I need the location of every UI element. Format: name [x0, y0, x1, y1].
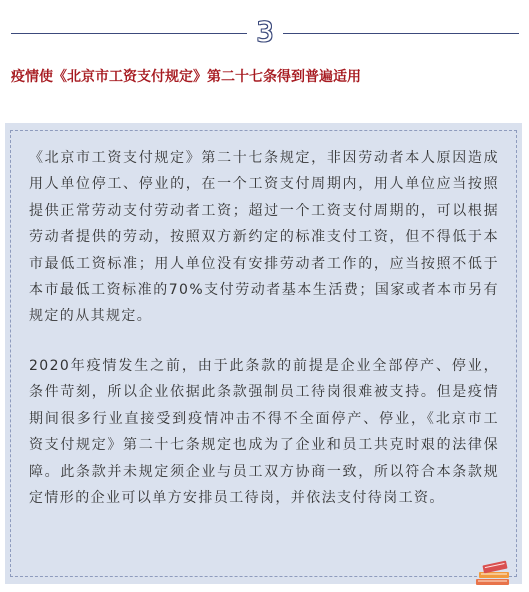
header-divider-right	[283, 33, 519, 34]
header-divider-left	[11, 33, 247, 34]
content-card	[5, 123, 522, 584]
section-title: 疫情使《北京市工资支付规定》第二十七条得到普遍适用	[11, 69, 361, 85]
content-paragraph-2: 2020年疫情发生之前，由于此条款的前提是企业全部停产、停业，条件苛刻，所以企业依据此条款强制员工待岗很难被支持。但是疫情期间很多行业直接受到疫情冲击不得不全面停产、停业，《北京市工资支付规定》第二十七条规定也成为了企业和员工共克时艰的法律保障。此条款并未规定须企业与员工双方协商一致，所以符合本条款规定情形的企业可以单方安排员工待岗，并依法支付待岗工资。	[29, 358, 499, 507]
section-header	[0, 14, 529, 54]
book-stack-icon	[473, 559, 513, 587]
section-number: 3	[256, 17, 274, 48]
content-paragraph-1: 《北京市工资支付规定》第二十七条规定，非因劳动者本人原因造成用人单位停工、停业的，在一个工资支付周期内，用人单位应当按照提供正常劳动支付劳动者工资；超过一个工资支付周期的，可以根据劳动者提供的劳动，按照双方新约定的标准支付工资，但不得低于本市最低工资标准；用人单位没有安排劳动者工作的，应当按照不低于本市最低工资标准的70%支付劳动者基本生活费；国家或者本市另有规定的从其规定。	[29, 150, 499, 325]
